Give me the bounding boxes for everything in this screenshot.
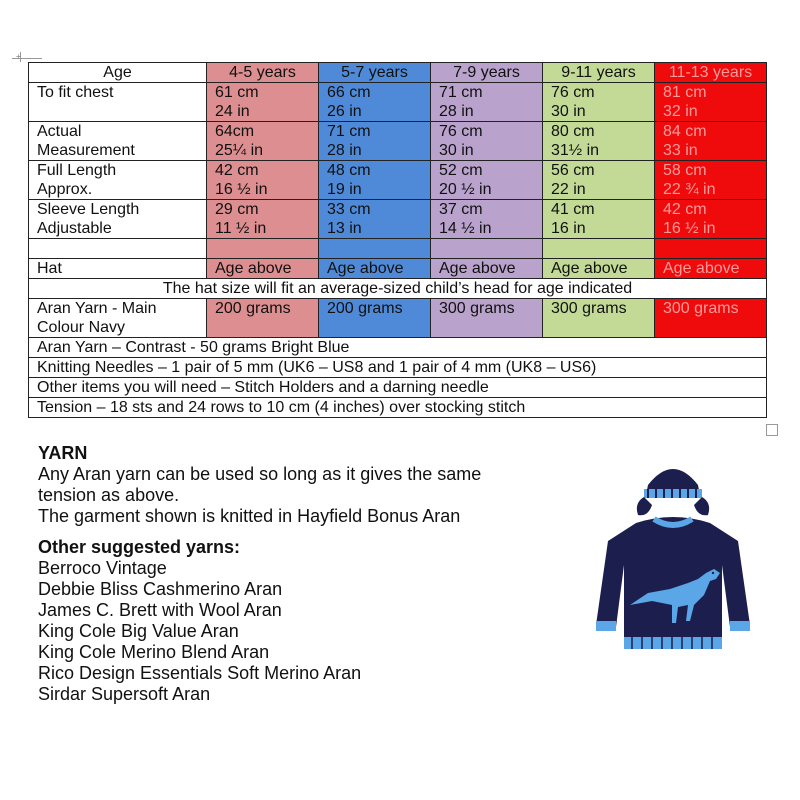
list-item: Debbie Bliss Cashmerino Aran bbox=[38, 579, 283, 599]
list-item: James C. Brett with Wool Aran bbox=[38, 600, 282, 620]
yarn-list bbox=[38, 558, 598, 705]
row-label: Full Length Approx. bbox=[29, 161, 207, 200]
table-cell: 42 cm 16 ½ in bbox=[655, 200, 767, 239]
age-col-4: 9-11 years bbox=[543, 63, 655, 83]
table-cell: 71 cm 28 in bbox=[319, 122, 431, 161]
table-cell: 29 cm 11 ½ in bbox=[207, 200, 319, 239]
age-label: Age bbox=[29, 63, 207, 83]
table-end-marker bbox=[766, 424, 778, 436]
row-label: Actual Measurement bbox=[29, 122, 207, 161]
row-label: Aran Yarn - Main Colour Navy bbox=[29, 299, 207, 338]
table-cell: 81 cm 32 in bbox=[655, 83, 767, 122]
table-cell: 33 cm 13 in bbox=[319, 200, 431, 239]
table-cell: 48 cm 19 in bbox=[319, 161, 431, 200]
main-yarn-row bbox=[29, 299, 767, 338]
note-row bbox=[29, 378, 767, 398]
table-cell: 76 cm 30 in bbox=[543, 83, 655, 122]
table-cell: 58 cm 22 ¾ in bbox=[655, 161, 767, 200]
table-cell: 300 grams bbox=[655, 299, 767, 338]
full-length-row bbox=[29, 161, 767, 200]
actual-measurement-row bbox=[29, 122, 767, 161]
age-col-2: 5-7 years bbox=[319, 63, 431, 83]
table-cell: 80 cm 31½ in bbox=[543, 122, 655, 161]
note-row bbox=[29, 338, 767, 358]
page-corner-mark: + bbox=[12, 48, 42, 62]
table-cell: Age above bbox=[319, 259, 431, 279]
row-label: Hat bbox=[29, 259, 207, 279]
table-cell: 71 cm 28 in bbox=[431, 83, 543, 122]
table-cell: 300 grams bbox=[543, 299, 655, 338]
needles-note: Knitting Needles – 1 pair of 5 mm (UK6 – US8 and 1 pair of 4 mm (UK8 – US6) bbox=[29, 358, 767, 378]
tension-note: Tension – 18 sts and 24 rows to 10 cm (4 inches) over stocking stitch bbox=[29, 398, 767, 418]
table-cell: 61 cm 24 in bbox=[207, 83, 319, 122]
table-cell: 37 cm 14 ½ in bbox=[431, 200, 543, 239]
table-cell: 66 cm 26 in bbox=[319, 83, 431, 122]
yarn-intro-line: The garment shown is knitted in Hayfield Bonus Aran bbox=[38, 506, 461, 526]
other-items-note: Other items you will need – Stitch Holders and a darning needle bbox=[29, 378, 767, 398]
table-cell: 41 cm 16 in bbox=[543, 200, 655, 239]
list-item: King Cole Merino Blend Aran bbox=[38, 642, 270, 662]
table-cell: 56 cm 22 in bbox=[543, 161, 655, 200]
table-cell: 84 cm 33 in bbox=[655, 122, 767, 161]
table-cell: 200 grams bbox=[207, 299, 319, 338]
list-item: Rico Design Essentials Soft Merino Aran bbox=[38, 663, 362, 683]
sleeve-length-row bbox=[29, 200, 767, 239]
note-row bbox=[29, 398, 767, 418]
table-cell: 42 cm 16 ½ in bbox=[207, 161, 319, 200]
table-cell: Age above bbox=[431, 259, 543, 279]
yarn-intro-line: Any Aran yarn can be used so long as it gives the same bbox=[38, 464, 482, 484]
chest-row bbox=[29, 83, 767, 122]
row-label: To fit chest bbox=[29, 83, 207, 122]
list-item: King Cole Big Value Aran bbox=[38, 621, 239, 641]
row-label: Sleeve Length Adjustable bbox=[29, 200, 207, 239]
age-col-5: 11-13 years bbox=[655, 63, 767, 83]
table-cell: 200 grams bbox=[319, 299, 431, 338]
dinosaur-sweater-photo bbox=[588, 455, 758, 665]
age-header-row bbox=[29, 63, 767, 83]
table-cell: Age above bbox=[207, 259, 319, 279]
table-cell: 300 grams bbox=[431, 299, 543, 338]
hat-row bbox=[29, 259, 767, 279]
age-col-3: 7-9 years bbox=[431, 63, 543, 83]
yarn-section bbox=[38, 443, 598, 705]
hat-note-row bbox=[29, 279, 767, 299]
hat-note: The hat size will fit an average-sized child’s head for age indicated bbox=[29, 279, 767, 299]
hat-icon bbox=[637, 469, 709, 515]
table-cell: 64cm 25¼ in bbox=[207, 122, 319, 161]
age-col-1: 4-5 years bbox=[207, 63, 319, 83]
spacer-row bbox=[29, 239, 767, 259]
table-cell: Age above bbox=[655, 259, 767, 279]
yarn-heading: YARN bbox=[38, 443, 88, 463]
other-yarns-heading: Other suggested yarns: bbox=[38, 537, 241, 557]
note-row bbox=[29, 358, 767, 378]
yarn-intro-line: tension as above. bbox=[38, 485, 180, 505]
list-item: Sirdar Supersoft Aran bbox=[38, 684, 211, 704]
contrast-yarn-note: Aran Yarn – Contrast - 50 grams Bright Blue bbox=[29, 338, 767, 358]
table-cell: Age above bbox=[543, 259, 655, 279]
table-cell: 52 cm 20 ½ in bbox=[431, 161, 543, 200]
list-item: Berroco Vintage bbox=[38, 558, 167, 578]
size-table bbox=[28, 62, 767, 418]
table-cell: 76 cm 30 in bbox=[431, 122, 543, 161]
sweater-icon bbox=[596, 517, 750, 649]
